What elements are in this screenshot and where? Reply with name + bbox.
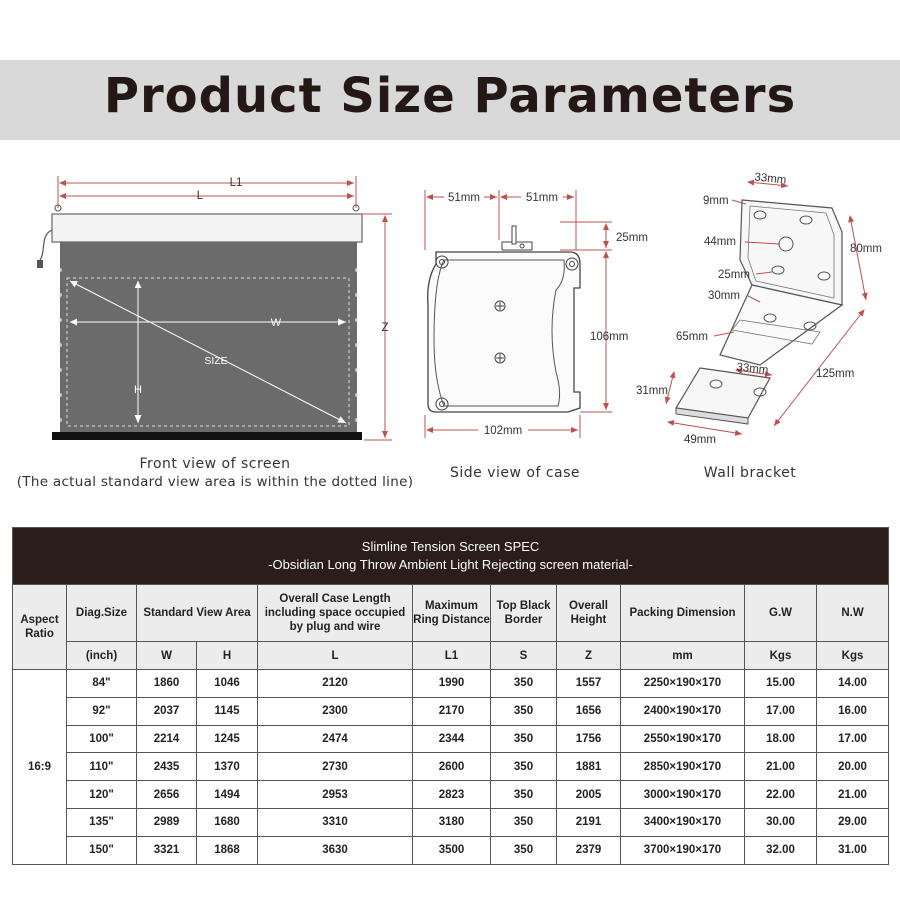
side-dim-width-label: 102mm [483,425,523,437]
table-cell: 1756 [557,725,621,753]
table-cell: 3310 [258,808,413,836]
case-profile [428,252,580,412]
table-cell: 1145 [197,697,258,725]
table-cell: 2850×190×170 [621,753,745,781]
table-cell: 350 [491,725,557,753]
table-cell: 3500 [413,836,491,864]
header-overall-case-length: Overall Case Length including space occupied by plug and wire [258,585,413,642]
wall-bracket-caption: Wall bracket [703,465,797,481]
bracket-dim-k: 49mm [684,434,716,446]
dim-z-label: Z [381,322,389,334]
table-cell: 22.00 [745,781,817,809]
table-row [13,808,889,836]
bracket-dim-a: 33mm [753,171,787,187]
table-cell: 1245 [197,725,258,753]
table-cell: 1370 [197,753,258,781]
unit-l: L [258,642,413,670]
table-cell: 21.00 [745,753,817,781]
bracket-dim-h: 33mm [735,361,769,377]
table-cell: 1881 [557,753,621,781]
table-cell: 2435 [137,753,197,781]
table-cell: 2400×190×170 [621,697,745,725]
table-cell: 17.00 [745,697,817,725]
table-cell: 3400×190×170 [621,808,745,836]
front-view-note: (The actual standard view area is within the dotted line) [16,474,414,490]
table-cell: 30.00 [745,808,817,836]
table-cell: 2989 [137,808,197,836]
table-cell: 110" [67,753,137,781]
table-cell: 100" [67,725,137,753]
side-view [425,190,648,438]
table-cell: 2300 [258,697,413,725]
table-cell: 31.00 [817,836,889,864]
table-cell: 350 [491,836,557,864]
bracket-dim-f: 30mm [708,290,740,302]
table-cell: 1868 [197,836,258,864]
side-dim-height-label: 106mm [590,331,629,343]
table-cell: 2214 [137,725,197,753]
header-packing-dimension: Packing Dimension [621,585,745,642]
bracket-dim-e: 25mm [718,269,750,281]
table-cell: 350 [491,753,557,781]
table-cell: 32.00 [745,836,817,864]
dim-w-label: W [270,317,282,329]
bracket-dim-i: 125mm [816,368,855,380]
header-gross-weight: G.W [745,585,817,642]
bracket-dim-c: 44mm [704,236,736,248]
table-cell: 120" [67,781,137,809]
dim-size-label: SIZE [204,355,228,367]
table-cell: 2550×190×170 [621,725,745,753]
table-row [13,725,889,753]
unit-kgs-nw: Kgs [817,642,889,670]
bracket-dim-b: 9mm [703,195,729,207]
unit-inch: (inch) [67,642,137,670]
table-cell: 3630 [258,836,413,864]
side-dim-left-label: 51mm [448,192,480,204]
bracket-dim-j: 31mm [636,385,668,397]
bracket-dim-g: 65mm [676,331,708,343]
table-cell: 1557 [557,670,621,698]
side-view-caption: Side view of case [449,465,581,481]
table-cell: 84" [67,670,137,698]
table-cell: 3000×190×170 [621,781,745,809]
wall-bracket [636,171,882,446]
spec-title-line1: Slimline Tension Screen SPEC [361,539,540,554]
table-cell: 18.00 [745,725,817,753]
spec-table-body [13,670,889,865]
table-cell: 2170 [413,697,491,725]
table-cell: 350 [491,808,557,836]
table-cell: 2379 [557,836,621,864]
spec-title-line2: -Obsidian Long Throw Ambient Light Rejecting screen material- [268,557,633,572]
front-view-caption: Front view of screen [139,456,291,472]
table-cell: 16.00 [817,697,889,725]
table-row [13,836,889,864]
unit-w: W [137,642,197,670]
table-cell: 1680 [197,808,258,836]
table-cell: 3700×190×170 [621,836,745,864]
side-dim-top-label: 25mm [616,232,648,244]
aspect-ratio-cell: 16:9 [13,670,67,865]
diagrams [0,160,900,500]
power-wire [40,230,52,260]
dim-l-label: L [196,190,204,202]
table-cell: 2600 [413,753,491,781]
screen-surface [60,242,357,432]
dim-h-label: H [134,384,142,396]
table-cell: 2005 [557,781,621,809]
table-cell: 2120 [258,670,413,698]
table-cell: 15.00 [745,670,817,698]
table-cell: 350 [491,697,557,725]
table-cell: 350 [491,781,557,809]
table-cell: 2953 [258,781,413,809]
table-cell: 2474 [258,725,413,753]
header-overall-height: Overall Height [557,585,621,642]
table-cell: 20.00 [817,753,889,781]
table-cell: 150" [67,836,137,864]
front-view [37,176,392,440]
table-cell: 2191 [557,808,621,836]
header-max-ring-distance: Maximum Ring Distance [413,585,491,642]
table-cell: 14.00 [817,670,889,698]
header-net-weight: N.W [817,585,889,642]
table-cell: 2250×190×170 [621,670,745,698]
spec-table [12,527,889,865]
table-cell: 1494 [197,781,258,809]
screen-case [52,214,362,242]
dim-l1-label: L1 [229,177,243,189]
table-row [13,781,889,809]
unit-mm: mm [621,642,745,670]
unit-kgs-gw: Kgs [745,642,817,670]
table-cell: 1860 [137,670,197,698]
table-cell: 3180 [413,808,491,836]
page-title: Product Size Parameters [103,68,797,124]
table-cell: 17.00 [817,725,889,753]
bracket-dim-d: 80mm [850,243,882,255]
header-top-black-border: Top Black Border [491,585,557,642]
table-cell: 2344 [413,725,491,753]
table-cell: 1656 [557,697,621,725]
table-cell: 2730 [258,753,413,781]
table-cell: 29.00 [817,808,889,836]
table-cell: 2656 [137,781,197,809]
table-cell: 92" [67,697,137,725]
unit-s: S [491,642,557,670]
table-cell: 135" [67,808,137,836]
table-cell: 2823 [413,781,491,809]
side-dim-right-label: 51mm [526,192,558,204]
unit-l1: L1 [413,642,491,670]
table-row [13,753,889,781]
table-row [13,670,889,698]
spec-table-title [13,528,889,585]
header-diag-size: Diag.Size [67,585,137,642]
unit-z: Z [557,642,621,670]
table-cell: 2037 [137,697,197,725]
table-cell: 1046 [197,670,258,698]
table-cell: 1990 [413,670,491,698]
unit-h: H [197,642,258,670]
header-standard-view-area: Standard View Area [137,585,258,642]
bottom-bar [52,432,362,440]
table-row [13,697,889,725]
table-cell: 3321 [137,836,197,864]
table-cell: 350 [491,670,557,698]
header-aspect-ratio: Aspect Ratio [13,585,67,670]
table-cell: 21.00 [817,781,889,809]
